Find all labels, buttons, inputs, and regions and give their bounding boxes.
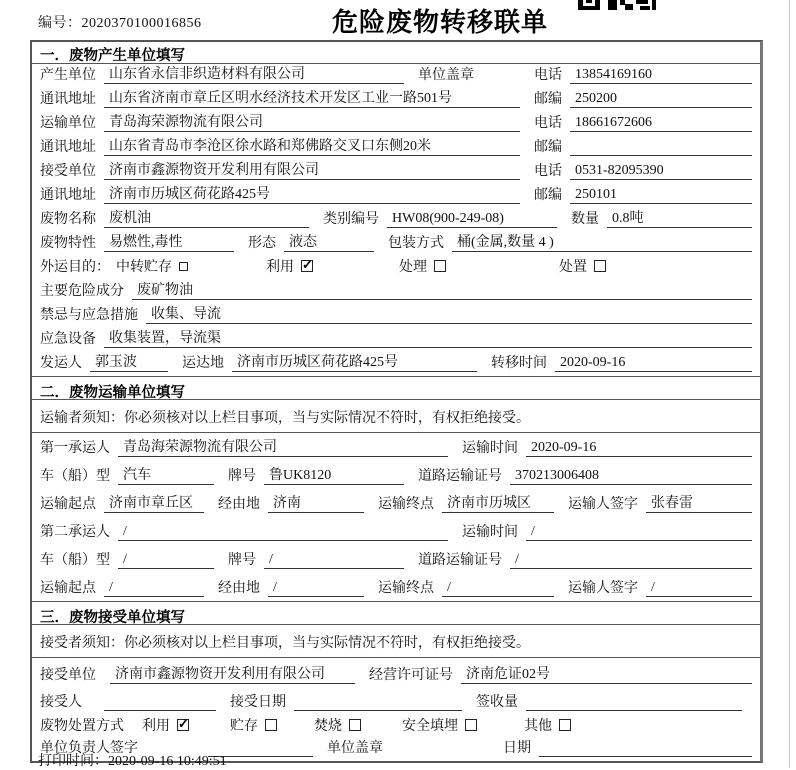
route1-via-value: 济南 — [268, 492, 364, 513]
signed-amount-value — [526, 694, 742, 711]
permit-label: 经营许可证号 — [369, 668, 453, 683]
transporter-address-label: 通讯地址 — [40, 140, 96, 155]
recipient-label: 接受人 — [40, 695, 82, 710]
disposal-method-label: 废物处置方式 — [40, 718, 124, 734]
disposal-option-utilize — [142, 715, 230, 735]
receiver-zip-value: 250101 — [570, 187, 752, 204]
accept-date-value — [294, 694, 462, 711]
checkbox-disposal-other — [559, 719, 571, 731]
receiver-label: 接受单位 — [40, 164, 96, 179]
unit-seal-label: 单位盖章 — [327, 741, 383, 756]
checkbox-disposal-incinerate — [349, 719, 361, 731]
receiver-phone-value: 0531-82095390 — [570, 163, 752, 180]
row-transporter — [32, 112, 760, 136]
waste-name-value: 废机油 — [104, 207, 309, 228]
producer-address-value: 山东省济南市章丘区明水经济技术开发区工业一路501号 — [104, 87, 520, 108]
print-time-label: 打印时间： — [38, 754, 108, 769]
producer-address-label: 通讯地址 — [40, 92, 96, 107]
waste-property-value: 易燃性,毒性 — [104, 231, 234, 252]
recipient-value — [104, 694, 216, 711]
receiver-address-label: 通讯地址 — [40, 188, 96, 203]
section1-heading: 一．废物产生单位填写 — [32, 42, 760, 64]
row-waste-property — [32, 232, 760, 256]
checkbox-disposal-utilize — [177, 719, 189, 731]
producer-phone-group — [534, 64, 752, 84]
page-edge-divider — [789, 0, 790, 768]
producer-value: 山东省永信非织造材料有限公司 — [104, 63, 404, 84]
route2-start-value: / — [104, 580, 204, 597]
transporter-phone-label: 电话 — [534, 116, 562, 131]
vehicle2-license-value: / — [510, 552, 752, 569]
producer-seal-label: 单位盖章 — [418, 68, 474, 83]
row-purpose — [32, 256, 760, 280]
carrier1-time-label: 运输时间 — [462, 441, 518, 456]
destination-label: 运达地 — [182, 356, 224, 371]
row-carrier1 — [32, 433, 760, 461]
equipment-value: 收集装置，导流渠 — [104, 327, 752, 348]
disposal-option-label: 焚烧 — [314, 718, 342, 734]
row-equipment — [32, 328, 760, 352]
receiver-notice: 接受者须知：你必须核对以上栏目事项，当与实际情况不符时，有权拒绝接受。 — [32, 625, 760, 658]
transporter-phone-group — [534, 112, 752, 132]
row-route2 — [32, 573, 760, 601]
route1-sign-label: 运输人签字 — [568, 497, 638, 512]
waste-form-value: 液态 — [284, 231, 374, 252]
row-producer — [32, 64, 760, 88]
waste-category-label: 类别编号 — [323, 212, 379, 227]
disposal-option-landfill — [402, 715, 524, 735]
packing-value: 桶(金属,数量 4 ) — [452, 231, 752, 252]
accept-date-label: 接受日期 — [230, 695, 286, 710]
row-producer-address — [32, 88, 760, 112]
disposal-option-label: 安全填埋 — [402, 718, 458, 734]
waste-property-label: 废物特性 — [40, 236, 96, 251]
checkbox-utilize — [301, 260, 313, 272]
disposal-option-label: 贮存 — [230, 718, 258, 734]
route2-sign-value: / — [646, 580, 752, 597]
transporter-notice: 运输者须知：你必须核对以上栏目事项，当与实际情况不符时，有权拒绝接受。 — [32, 400, 760, 433]
route1-end-value: 济南市历城区 — [442, 492, 554, 513]
serial-value: 2020370100016856 — [81, 16, 202, 31]
purpose-option-utilize — [266, 256, 399, 276]
hazard-value: 废矿物油 — [132, 279, 752, 300]
carrier2-label: 第二承运人 — [40, 525, 110, 540]
transporter-address-value: 山东省青岛市李沧区徐水路和郑佛路交叉口东侧20米 — [104, 135, 520, 156]
purpose-option-dispose — [559, 256, 606, 276]
dispatcher-value: 郭玉波 — [90, 351, 168, 372]
precaution-value: 收集、导流 — [146, 303, 752, 324]
receiver-zip-group — [534, 184, 752, 204]
qr-code-fragment — [578, 0, 656, 11]
transporter-zip-group — [534, 136, 752, 156]
row-route1 — [32, 489, 760, 517]
sign-date-value — [539, 740, 752, 757]
vehicle1-license-label: 道路运输证号 — [418, 469, 502, 484]
vehicle1-type-label: 车（船）型 — [40, 469, 110, 484]
producer-label: 产生单位 — [40, 68, 96, 83]
row-carrier2 — [32, 517, 760, 545]
document-header — [0, 0, 796, 40]
purpose-option-treat — [399, 256, 559, 276]
accepting-unit-value: 济南市鑫源物资开发利用有限公司 — [110, 663, 355, 684]
row-waste-name — [32, 208, 760, 232]
equipment-label: 应急设备 — [40, 332, 96, 347]
disposal-option-other — [524, 715, 571, 735]
producer-zip-group — [534, 88, 752, 108]
route2-end-label: 运输终点 — [378, 581, 434, 596]
vehicle1-plate-value: 鲁UK8120 — [264, 464, 404, 485]
checkbox-disposal-store — [265, 719, 277, 731]
destination-value: 济南市历城区荷花路425号 — [232, 351, 477, 372]
checkbox-dispose — [594, 260, 606, 272]
purpose-option-transfer-storage — [116, 256, 266, 276]
route1-via-label: 经由地 — [218, 497, 260, 512]
route2-end-value: / — [442, 580, 554, 597]
route1-sign-value: 张春雷 — [646, 492, 752, 513]
producer-phone-value: 13854169160 — [570, 67, 752, 84]
row-recipient — [32, 688, 760, 715]
vehicle2-type-value: / — [118, 552, 214, 569]
route1-end-label: 运输终点 — [378, 497, 434, 512]
print-time — [38, 750, 227, 770]
waste-form-label: 形态 — [248, 236, 276, 251]
carrier2-time-label: 运输时间 — [462, 525, 518, 540]
checkbox-treat — [434, 260, 446, 272]
carrier1-time-value: 2020-09-16 — [526, 440, 752, 457]
section3-heading: 三．废物接受单位填写 — [32, 601, 760, 625]
row-precaution — [32, 304, 760, 328]
disposal-option-label: 利用 — [142, 718, 170, 734]
row-disposal-method — [32, 715, 760, 738]
checkbox-transfer-storage — [179, 262, 188, 271]
disposal-option-incinerate — [314, 715, 402, 735]
transporter-phone-value: 18661672606 — [570, 115, 752, 132]
signed-amount-label: 签收量 — [476, 695, 518, 710]
page-title: 危险废物转移联单 — [332, 7, 549, 37]
waste-category-value: HW08(900-249-08) — [387, 211, 557, 228]
carrier2-value: / — [118, 524, 448, 541]
route2-sign-label: 运输人签字 — [568, 581, 638, 596]
purpose-option-label: 处置 — [559, 260, 587, 275]
hazard-label: 主要危险成分 — [40, 284, 124, 299]
carrier1-value: 青岛海荣源物流有限公司 — [118, 436, 448, 457]
waste-name-label: 废物名称 — [40, 212, 96, 227]
dispatcher-label: 发运人 — [40, 356, 82, 371]
purpose-label: 外运目的： — [40, 260, 110, 275]
producer-zip-label: 邮编 — [534, 92, 562, 107]
sign-date-label: 日期 — [503, 741, 531, 756]
receiver-address-value: 济南市历城区荷花路425号 — [104, 183, 520, 204]
transfer-time-label: 转移时间 — [491, 356, 547, 371]
section2-heading: 二．废物运输单位填写 — [32, 376, 760, 400]
carrier2-time-value: / — [526, 524, 752, 541]
route2-via-value: / — [268, 580, 364, 597]
purpose-option-label: 处理 — [399, 260, 427, 275]
vehicle2-license-label: 道路运输证号 — [418, 553, 502, 568]
transporter-zip-label: 邮编 — [534, 140, 562, 155]
serial-label: 编号： — [38, 16, 82, 31]
permit-value: 济南危证02号 — [461, 663, 752, 684]
receiver-phone-group — [534, 160, 752, 180]
vehicle2-plate-label: 牌号 — [228, 553, 256, 568]
transporter-zip-value — [570, 139, 752, 156]
precaution-label: 禁忌与应急措施 — [40, 308, 138, 323]
receiver-value: 济南市鑫源物资开发利用有限公司 — [104, 159, 520, 180]
purpose-option-label: 利用 — [266, 260, 294, 275]
serial-number — [38, 12, 202, 32]
producer-zip-value: 250200 — [570, 91, 752, 108]
row-accepting-unit — [32, 658, 760, 688]
receiver-zip-label: 邮编 — [534, 188, 562, 203]
disposal-option-label: 其他 — [524, 718, 552, 734]
vehicle1-plate-label: 牌号 — [228, 469, 256, 484]
row-vehicle1 — [32, 461, 760, 489]
row-receiver-address — [32, 184, 760, 208]
row-vehicle2 — [32, 545, 760, 573]
route2-start-label: 运输起点 — [40, 581, 96, 596]
vehicle1-license-value: 370213006408 — [510, 468, 752, 485]
route1-start-label: 运输起点 — [40, 497, 96, 512]
disposal-option-store — [230, 715, 314, 735]
producer-phone-label: 电话 — [534, 68, 562, 83]
accepting-unit-label: 接受单位 — [40, 668, 96, 683]
transporter-value: 青岛海荣源物流有限公司 — [104, 111, 520, 132]
row-receiver — [32, 160, 760, 184]
vehicle2-plate-value: / — [264, 552, 404, 569]
row-hazard — [32, 280, 760, 304]
signature-label: 单位负责人签字 — [40, 741, 138, 756]
purpose-option-label: 中转贮存 — [116, 260, 172, 275]
route2-via-label: 经由地 — [218, 581, 260, 596]
route1-start-value: 济南市章丘区 — [104, 492, 204, 513]
print-time-value: 2020-09-16 10:49:51 — [108, 754, 227, 769]
receiver-phone-label: 电话 — [534, 164, 562, 179]
row-transporter-address — [32, 136, 760, 160]
vehicle2-type-label: 车（船）型 — [40, 553, 110, 568]
carrier1-label: 第一承运人 — [40, 441, 110, 456]
waste-quantity-value: 0.8吨 — [607, 207, 752, 228]
transfer-form-table — [30, 40, 763, 763]
checkbox-disposal-landfill — [465, 719, 477, 731]
row-dispatch — [32, 352, 760, 376]
transporter-label: 运输单位 — [40, 116, 96, 131]
vehicle1-type-value: 汽车 — [118, 464, 214, 485]
packing-label: 包装方式 — [388, 236, 444, 251]
transfer-time-value: 2020-09-16 — [555, 355, 752, 372]
waste-quantity-label: 数量 — [571, 212, 599, 227]
